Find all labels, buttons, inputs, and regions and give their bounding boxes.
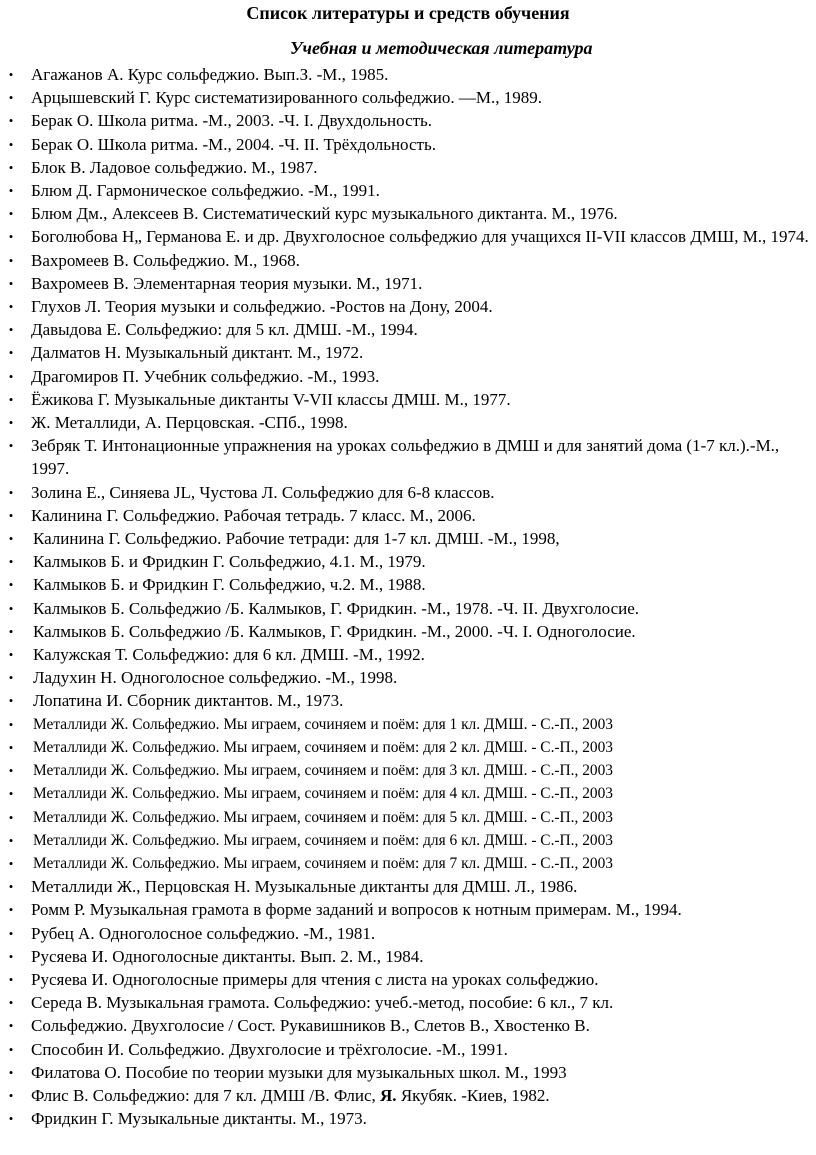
list-item	[0, 179, 816, 202]
bullet-icon: •	[8, 623, 14, 639]
list-item	[0, 991, 816, 1014]
list-item	[0, 318, 816, 341]
list-item-text: Металлиди Ж. Сольфеджио. Мы играем, сочиняем и поём: для 7 кл. ДМШ. - С.-П., 2003	[33, 854, 613, 872]
list-item-text: Берак О. Школа ритма. -М., 2003. -Ч. I. Двухдольность.	[31, 111, 433, 131]
bullet-icon: •	[8, 299, 14, 315]
list-item-text: Глухов Л. Теория музыки и сольфеджио. -Ростов на Дону, 2004.	[31, 297, 493, 317]
list-item	[0, 295, 816, 318]
list-item-text: Арцышевский Г. Курс систематизированного сольфеджио. —М., 1989.	[31, 88, 542, 108]
bullet-icon: •	[8, 113, 14, 129]
list-item	[0, 666, 816, 689]
bullet-icon: •	[8, 1041, 14, 1057]
list-item	[0, 782, 816, 805]
list-item	[0, 898, 816, 921]
bullet-icon: •	[8, 183, 14, 199]
list-item	[0, 225, 816, 248]
bullet-icon: •	[8, 1111, 14, 1127]
list-item-text: Золина Е., Синяева JL, Чустова Л. Сольфеджио для 6-8 классов.	[31, 482, 495, 502]
list-item	[0, 341, 816, 364]
bullet-icon: •	[8, 1087, 14, 1103]
bullet-icon: •	[8, 879, 14, 895]
bullet-icon: •	[8, 763, 14, 779]
list-item-text: Далматов Н. Музыкальный диктант. М., 1972.	[31, 343, 364, 363]
bullet-icon: •	[8, 368, 14, 384]
bullet-icon: •	[8, 67, 14, 82]
list-item	[0, 759, 816, 782]
bullet-icon: •	[8, 229, 14, 245]
bullet-icon: •	[8, 136, 14, 152]
bullet-icon: •	[8, 206, 14, 222]
list-item-text: Ёжикова Г. Музыкальные диктанты V-VII классы ДМШ. М., 1977.	[31, 389, 511, 409]
list-item-text: Способин И. Сольфеджио. Двухголосие и трёхголосие. -М., 1991.	[31, 1039, 508, 1059]
list-item-text: Блок В. Ладовое сольфеджио. М., 1987.	[31, 157, 318, 177]
list-item	[0, 689, 816, 712]
list-item	[0, 1084, 816, 1107]
bullet-icon: •	[8, 322, 14, 338]
list-item	[0, 388, 816, 411]
bullet-icon: •	[8, 415, 14, 431]
list-item	[0, 249, 816, 272]
list-item-text: Лопатина И. Сборник диктантов. М., 1973.	[33, 691, 344, 711]
bullet-icon: •	[8, 1064, 14, 1080]
list-item	[0, 504, 816, 527]
list-item	[0, 852, 816, 875]
list-item-text: Металлиди Ж. Сольфеджио. Мы играем, сочиняем и поём: для 3 кл. ДМШ. - С.-П., 2003	[33, 762, 613, 780]
list-item-text: Металлиди Ж. Сольфеджио. Мы играем, сочиняем и поём: для 2 кл. ДМШ. - С.-П., 2003	[33, 738, 613, 756]
list-item	[0, 411, 816, 434]
list-item	[0, 922, 816, 945]
list-item-text: Драгомиров П. Учебник сольфеджио. -М., 1993.	[31, 366, 380, 386]
list-item-text: Русяева И. Одноголосные диктанты. Вып. 2. М., 1984.	[31, 946, 424, 966]
bullet-icon: •	[8, 739, 14, 755]
list-item-text: Блюм Дм., Алексеев В. Систематический курс музыкального диктанта. М., 1976.	[31, 204, 618, 224]
bullet-icon: •	[8, 971, 14, 987]
bullet-icon: •	[8, 531, 14, 547]
list-item	[0, 434, 816, 480]
list-item-text: Фридкин Г. Музыкальные диктанты. М., 1973.	[31, 1109, 367, 1129]
list-item-text: Ладухин Н. Одноголосное сольфеджио. -М., 1998.	[33, 668, 398, 688]
list-item-text: Ж. Металлиди, А. Перцовская. -СПб., 1998.	[31, 413, 348, 433]
list-item	[0, 573, 816, 596]
list-item-text: Металлиди Ж., Перцовская Н. Музыкальные диктанты для ДМШ. Л., 1986.	[31, 877, 578, 897]
list-item-text: Ромм Р. Музыкальная грамота в форме заданий и вопросов к нотным примерам. М., 1994.	[31, 900, 682, 920]
list-item-text: Металлиди Ж. Сольфеджио. Мы играем, сочиняем и поём: для 6 кл. ДМШ. - С.-П., 2003	[33, 831, 613, 849]
list-item	[0, 620, 816, 643]
list-item-text: Калмыков Б. Сольфеджио /Б. Калмыков, Г. Фридкин. -М., 2000. -Ч. I. Одноголосие.	[33, 621, 636, 641]
bullet-icon: •	[8, 786, 14, 802]
list-item	[0, 550, 816, 573]
list-item-text: Блюм Д. Гармоническое сольфеджио. -М., 1991.	[31, 181, 380, 201]
list-item	[0, 1061, 816, 1084]
list-item-text: Калмыков Б. Сольфеджио /Б. Калмыков, Г. Фридкин. -М., 1978. -Ч. II. Двухголосие.	[33, 598, 640, 618]
bullet-icon: •	[8, 438, 14, 454]
bullet-icon: •	[8, 948, 14, 964]
list-item-text: Середа В. Музыкальная грамота. Сольфеджио: учеб.-метод, пособие: 6 кл., 7 кл.	[31, 993, 614, 1013]
bullet-icon: •	[8, 159, 14, 175]
bullet-icon: •	[8, 484, 14, 500]
list-item	[0, 109, 816, 132]
list-item-text: Русяева И. Одноголосные примеры для чтения с листа на уроках сольфеджио.	[31, 969, 599, 989]
bullet-icon: •	[8, 345, 14, 361]
list-item-text: Рубец А. Одноголосное сольфеджио. -М., 1981.	[31, 923, 376, 943]
bullet-icon: •	[8, 507, 14, 523]
list-item	[0, 202, 816, 225]
document-title: Список литературы и средств обучения	[246, 3, 570, 23]
list-item	[0, 875, 816, 898]
list-item-text: Калинина Г. Сольфеджио. Рабочая тетрадь. 7 класс. М., 2006.	[31, 505, 476, 525]
list-item	[0, 597, 816, 620]
list-item-text-bold: Я.	[380, 1085, 397, 1105]
list-item	[0, 156, 816, 179]
list-item	[0, 365, 816, 388]
bullet-icon: •	[8, 670, 14, 686]
list-item-text: Вахромеев В. Элементарная теория музыки. М., 1971.	[31, 273, 423, 293]
list-item-text: Калинина Г. Сольфеджио. Рабочие тетради: для 1-7 кл. ДМШ. -М., 1998,	[33, 529, 560, 549]
list-item	[0, 806, 816, 829]
list-item	[0, 968, 816, 991]
list-item	[0, 643, 816, 666]
bullet-icon: •	[8, 1018, 14, 1034]
bullet-icon: •	[8, 809, 14, 825]
list-item	[0, 1107, 816, 1130]
list-item-text: Агажанов А. Курс сольфеджио. Вып.З. -М., 1985.	[31, 65, 389, 84]
list-item-text: Металлиди Ж. Сольфеджио. Мы играем, сочиняем и поём: для 4 кл. ДМШ. - С.-П., 2003	[33, 785, 613, 803]
bullet-icon: •	[8, 902, 14, 918]
list-item	[0, 1014, 816, 1037]
list-item-text: Сольфеджио. Двухголосие / Сост. Рукавишников В., Слетов В., Хвостенко В.	[31, 1016, 590, 1036]
list-item-text: Калужская Т. Сольфеджио: для 6 кл. ДМШ. -М., 1992.	[33, 645, 425, 665]
list-item-text: Металлиди Ж. Сольфеджио. Мы играем, сочиняем и поём: для 1 кл. ДМШ. - С.-П., 2003	[33, 715, 613, 733]
list-item-text: Вахромеев В. Сольфеджио. М., 1968.	[31, 250, 300, 270]
list-item	[0, 945, 816, 968]
bullet-icon: •	[8, 391, 14, 407]
bibliography-list	[0, 63, 816, 1130]
bullet-icon: •	[8, 925, 14, 941]
bullet-icon: •	[8, 693, 14, 709]
list-item	[0, 272, 816, 295]
list-item-text: Калмыков Б. и Фридкин Г. Сольфеджио, 4.1. М., 1979.	[33, 552, 426, 572]
list-item-text-after: Якубяк. -Киев, 1982.	[396, 1085, 550, 1105]
list-item-text: Давыдова Е. Сольфеджио: для 5 кл. ДМШ. -М., 1994.	[31, 320, 418, 340]
bullet-icon: •	[8, 995, 14, 1011]
list-item-text: Боголюбова Н„ Германова Е. и др. Двухголосное сольфеджио для учащихся II-VII классов ДМШ, М., 1974.	[31, 227, 809, 247]
list-item	[0, 736, 816, 759]
list-item-text: Зебряк Т. Интонационные упражнения на уроках сольфеджио в ДМШ и для занятий дома (1-7 кл.).-М., 1997.	[31, 436, 780, 479]
list-item	[0, 86, 816, 109]
list-item-text: Берак О. Школа ритма. -М., 2004. -Ч. II. Трёхдольность.	[31, 134, 436, 154]
list-item-text: Металлиди Ж. Сольфеджио. Мы играем, сочиняем и поём: для 5 кл. ДМШ. - С.-П., 2003	[33, 808, 613, 826]
bullet-icon: •	[8, 577, 14, 593]
bullet-icon: •	[8, 554, 14, 570]
list-item	[0, 527, 816, 550]
list-item	[0, 713, 816, 736]
list-item	[0, 829, 816, 852]
bullet-icon: •	[8, 275, 14, 291]
bullet-icon: •	[8, 716, 14, 732]
list-item-text-before: Флис В. Сольфеджио: для 7 кл. ДМШ /В. Флис,	[31, 1085, 381, 1105]
list-item-text: Филатова О. Пособие по теории музыки для музыкальных школ. М., 1993	[31, 1062, 567, 1082]
bullet-icon: •	[8, 90, 14, 106]
list-item	[0, 1038, 816, 1061]
list-item	[0, 63, 816, 86]
list-item-text: Калмыков Б. и Фридкин Г. Сольфеджио, ч.2. М., 1988.	[33, 575, 426, 595]
section-heading: Учебная и методическая литература	[290, 38, 593, 58]
bullet-icon: •	[8, 252, 14, 268]
bullet-icon: •	[8, 600, 14, 616]
list-item	[0, 133, 816, 156]
bullet-icon: •	[8, 855, 14, 871]
list-item	[0, 481, 816, 504]
bullet-icon: •	[8, 647, 14, 663]
bullet-icon: •	[8, 832, 14, 848]
